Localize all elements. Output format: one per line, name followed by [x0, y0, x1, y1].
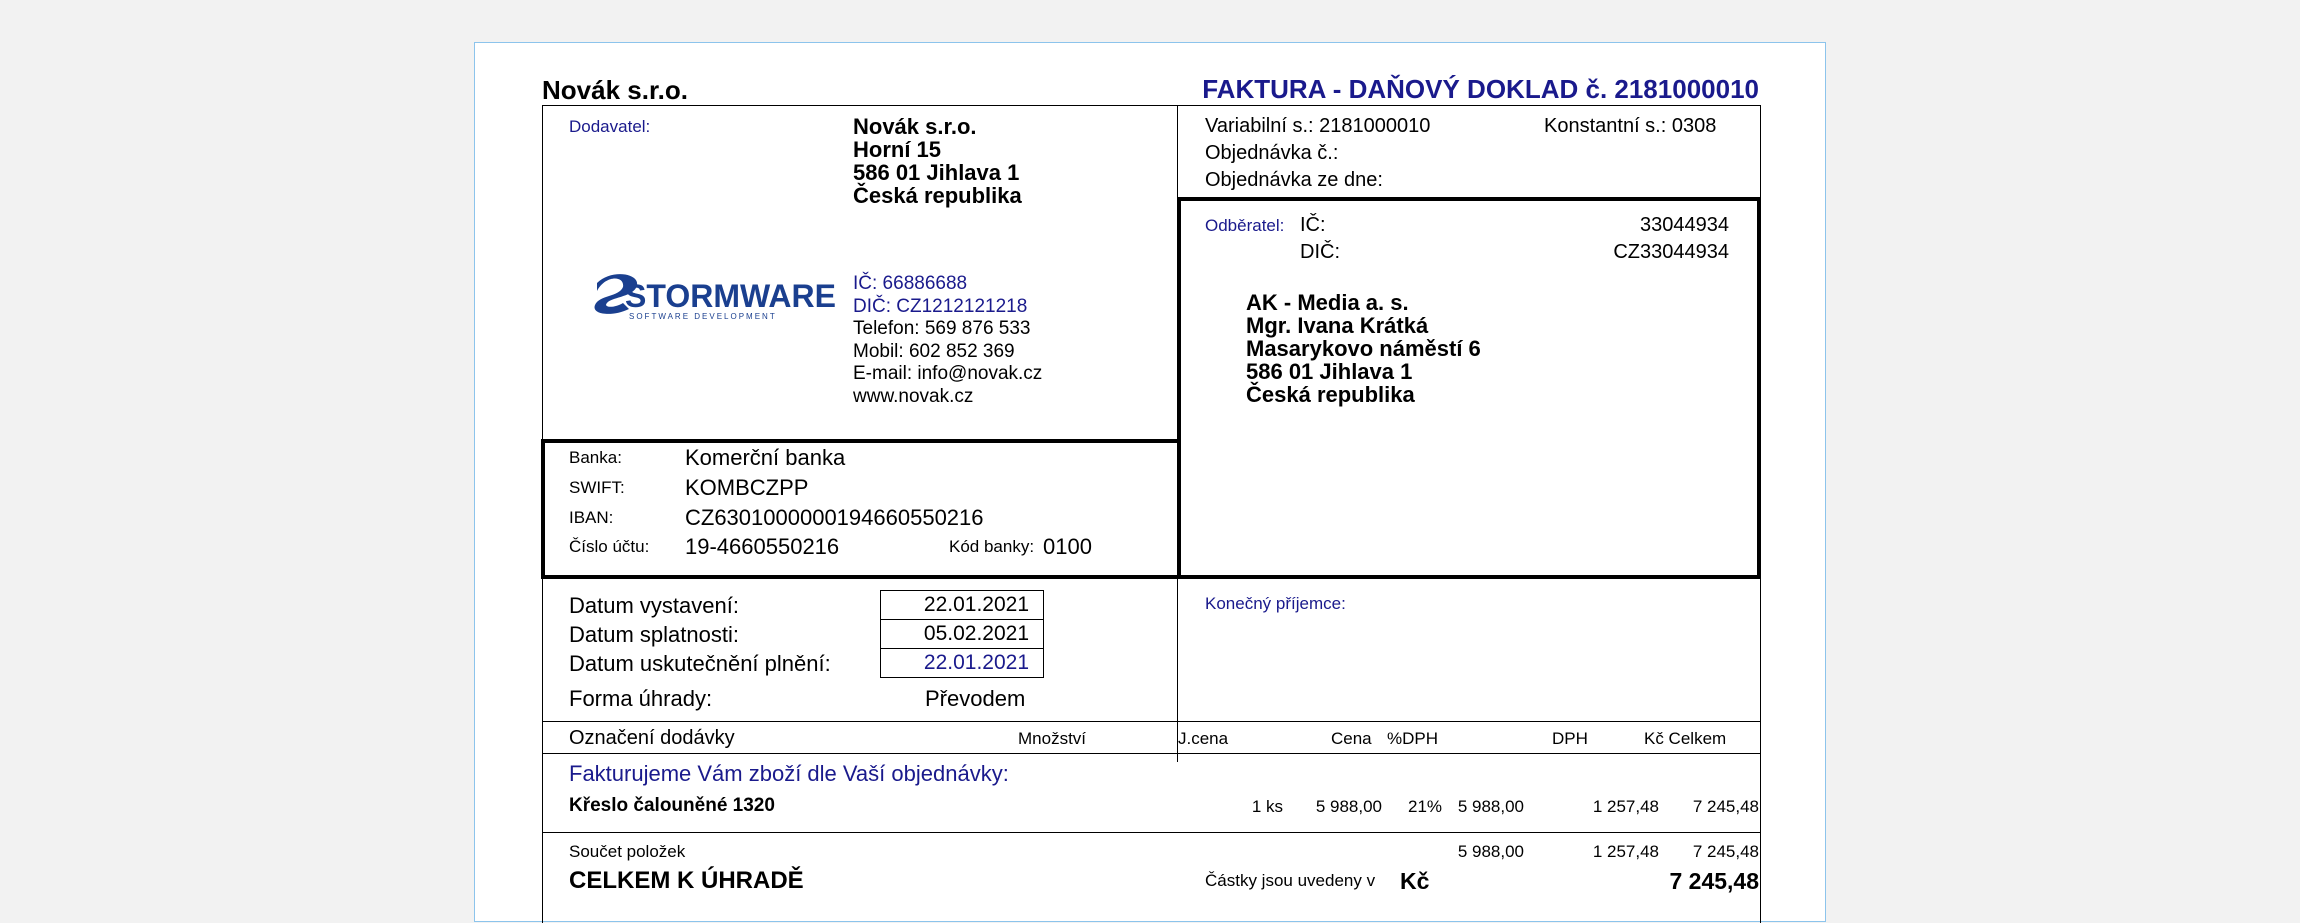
supplier-ic: IČ: 66886688	[853, 273, 968, 294]
customer-label: Odběratel:	[1205, 216, 1285, 235]
stormware-logo	[589, 257, 836, 337]
supplier-email: E-mail: info@novak.cz	[853, 363, 1043, 384]
logo-subtitle: SOFTWARE DEVELOPMENT	[629, 312, 777, 321]
customer-street: Masarykovo náměstí 6	[1246, 336, 1481, 361]
payment-method: Převodem	[925, 686, 1026, 711]
customer-ic-value: 33044934	[1640, 214, 1729, 236]
bank-name: Komerční banka	[685, 445, 846, 470]
order-date: Objednávka ze dne:	[1205, 169, 1383, 191]
swift-value: KOMBCZPP	[685, 475, 809, 500]
bank-code-label: Kód banky:	[949, 537, 1035, 556]
supplier-name: Novák s.r.o.	[853, 114, 977, 139]
issued-label: Datum vystavení:	[569, 593, 739, 618]
final-recipient-label: Konečný příjemce:	[1205, 594, 1346, 613]
issued-date: 22.01.2021	[880, 590, 1044, 620]
supplier-label: Dodavatel:	[569, 117, 651, 136]
customer-dic-value: CZ33044934	[1613, 241, 1729, 263]
iban-value: CZ6301000000194660550216	[685, 505, 984, 530]
customer-country: Česká republika	[1246, 382, 1415, 407]
row-vat-pct: 21%	[1408, 797, 1443, 816]
due-label: Datum splatnosti:	[569, 622, 739, 647]
supplier-web: www.novak.cz	[853, 385, 974, 407]
bank-code-value: 0100	[1043, 534, 1092, 559]
constant-symbol: Konstantní s.: 0308	[1544, 115, 1717, 137]
currency-note: Částky jsou uvedeny v	[1205, 871, 1376, 890]
supplier-street: Horní 15	[853, 137, 942, 162]
supplier-phone: Telefon: 569 876 533	[853, 318, 1031, 339]
company-name: Novák s.r.o.	[542, 75, 688, 105]
col-unit-price: J.cena	[1178, 729, 1229, 748]
customer-ic-label: IČ:	[1300, 214, 1326, 236]
supplier-mobile: Mobil: 602 852 369	[853, 340, 1015, 362]
col-vat-pct: %DPH	[1387, 729, 1439, 748]
grand-total-label: CELKEM K ÚHRADĚ	[569, 867, 804, 894]
row-price: 5 988,00	[1457, 797, 1524, 816]
order-number: Objednávka č.:	[1205, 142, 1339, 164]
col-desc: Označení dodávky	[569, 727, 735, 749]
supplier-contacts	[853, 273, 1042, 408]
supplier-dic: DIČ: CZ1212121218	[853, 295, 1028, 317]
col-total: Kč Celkem	[1644, 729, 1727, 748]
payment-label: Forma úhrady:	[569, 686, 713, 711]
bank-label: Banka:	[569, 448, 622, 467]
customer-address	[1246, 291, 1481, 406]
summary-total: 7 245,48	[1692, 842, 1759, 861]
row-desc: Křeslo čalouněné 1320	[569, 795, 775, 816]
customer-dic-label: DIČ:	[1300, 241, 1340, 263]
taxable-label: Datum uskutečnění plnění:	[569, 651, 831, 676]
invoice-intro: Fakturujeme Vám zboží dle Vaší objednávky:	[569, 761, 1009, 786]
logo-wordmark: STORMWARE	[625, 278, 836, 314]
supplier-address	[853, 115, 1022, 207]
col-qty: Množství	[1018, 729, 1087, 748]
row-unit-price: 5 988,00	[1315, 797, 1382, 816]
taxable-date: 22.01.2021	[880, 648, 1044, 678]
row-total: 7 245,48	[1692, 797, 1759, 816]
iban-label: IBAN:	[569, 508, 614, 527]
account-value: 19-4660550216	[685, 534, 840, 559]
grand-total: 7 245,48	[1669, 868, 1759, 894]
swift-label: SWIFT:	[569, 478, 625, 497]
customer-contact: Mgr. Ivana Krátká	[1246, 313, 1429, 338]
invoice-page	[474, 42, 1826, 922]
summary-vat: 1 257,48	[1592, 842, 1659, 861]
summary-label: Součet položek	[569, 842, 686, 861]
supplier-city: 586 01 Jihlava 1	[853, 160, 1020, 185]
due-date: 05.02.2021	[880, 619, 1044, 649]
invoice-title: FAKTURA - DAŇOVÝ DOKLAD č. 2181000010	[1202, 74, 1759, 104]
row-qty: 1 ks	[1251, 797, 1283, 816]
customer-city: 586 01 Jihlava 1	[1246, 359, 1413, 384]
currency: Kč	[1400, 868, 1430, 894]
variable-symbol: Variabilní s.: 2181000010	[1205, 115, 1431, 137]
col-vat: DPH	[1552, 729, 1588, 748]
customer-name: AK - Media a. s.	[1246, 290, 1409, 315]
account-label: Číslo účtu:	[569, 537, 650, 556]
col-price: Cena	[1331, 729, 1372, 748]
summary-price: 5 988,00	[1457, 842, 1524, 861]
row-vat: 1 257,48	[1592, 797, 1659, 816]
supplier-country: Česká republika	[853, 183, 1022, 208]
